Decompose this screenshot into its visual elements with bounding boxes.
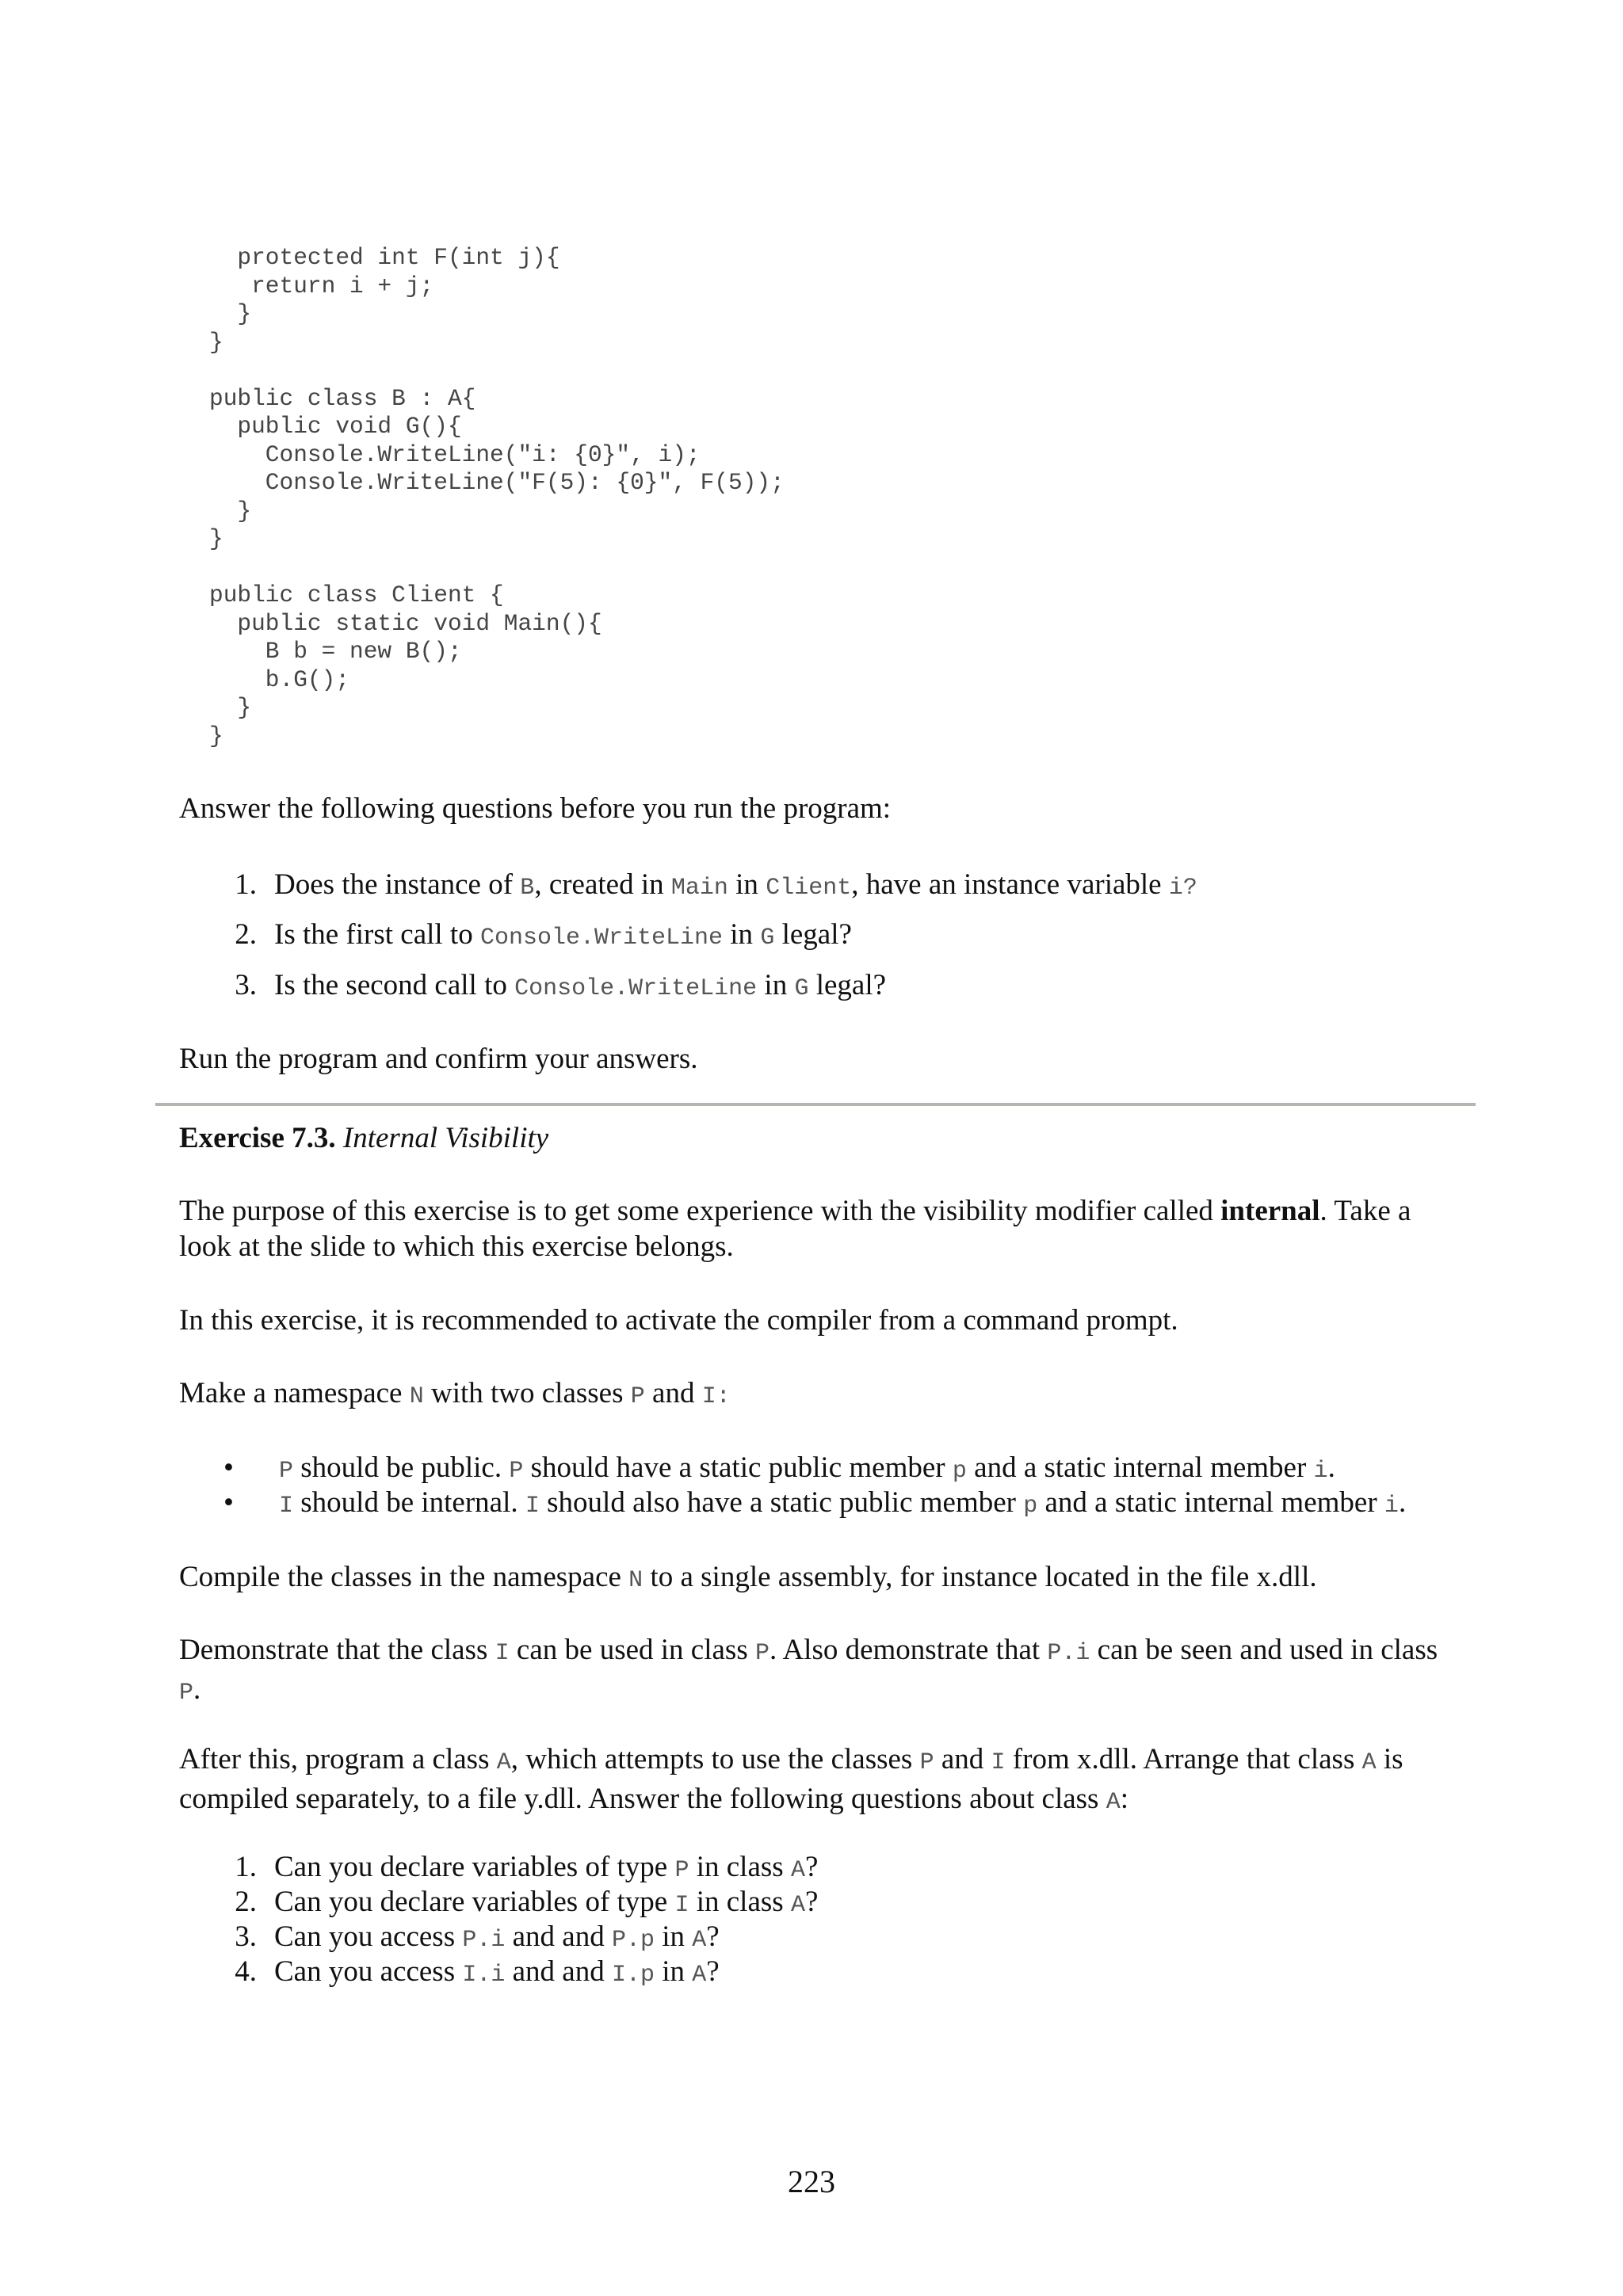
recommend-paragraph: In this exercise, it is recommended to activate the compiler from a command prompt. [179,1304,1178,1337]
code-line: } [209,525,223,552]
bullet-text: I should be internal. I should also have a static public member p and a static internal member i. [279,1486,1407,1520]
list-number: 4. [235,1955,257,1988]
list-number: 2. [235,1886,257,1918]
list-text: Is the second call to Console.WriteLine in G legal? [274,969,887,1002]
code-line: b.G(); [209,666,350,693]
code-line: public class Client { [209,582,504,608]
list-number: 1. [235,868,257,901]
list-number: 3. [235,969,257,1001]
list-number: 2. [235,918,257,951]
code-line: protected int F(int j){ [209,244,560,271]
code-line: } [209,328,223,356]
list-text: Can you declare variables of type P in class A? [274,1851,819,1884]
code-line [209,357,785,385]
list-number: 1. [235,1851,257,1883]
compile-paragraph: Compile the classes in the namespace N to a single assembly, for instance located in the file x.dll. [179,1561,1317,1594]
code-line: B b = new B(); [209,638,462,665]
confirm-paragraph: Run the program and confirm your answers. [179,1043,698,1075]
bullet-text: P should be public. P should have a static public member p and a static internal member i. [279,1451,1335,1485]
demo-paragraph: Demonstrate that the class I can be used in class P. Also demonstrate that P.i can be seen and used in class P. [179,1634,1438,1707]
page-number: 223 [788,2164,835,2199]
list-text: Does the instance of B, created in Main in Client, have an instance variable i? [274,868,1197,902]
list-text: Is the first call to Console.WriteLine in G legal? [274,918,852,952]
code-line: public class B : A{ [209,384,476,412]
code-line: } [209,722,223,749]
code-line: public void G(){ [209,413,462,440]
bullet-icon: • [223,1486,234,1519]
list-number: 3. [235,1920,257,1953]
exercise-heading: Exercise 7.3. Internal Visibility [179,1122,549,1154]
list-text: Can you declare variables of type I in class A? [274,1886,819,1919]
list-text: Can you access I.i and and I.p in A? [274,1955,720,1989]
code-line: public static void Main(){ [209,609,602,637]
code-line: Console.WriteLine("i: {0}", i); [209,441,701,468]
code-line: } [209,300,252,327]
code-line: } [209,497,252,524]
intro-paragraph: Answer the following questions before you run the program: [179,792,892,825]
code-line: Console.WriteLine("F(5): {0}", F(5)); [209,469,785,496]
section-divider [155,1103,1476,1106]
code-line: } [209,694,252,721]
code-listing [209,244,785,750]
code-line [209,554,785,582]
make-paragraph: Make a namespace N with two classes P and I: [179,1377,731,1410]
bullet-icon: • [223,1451,234,1484]
code-line: return i + j; [209,272,434,299]
after-paragraph: After this, program a class A, which attempts to use the classes P and I from x.dll. Arrange that class A is compiled separately, to a file y.dll. Answer the following questions about class A: [179,1743,1403,1816]
list-text: Can you access P.i and and P.p in A? [274,1920,720,1954]
purpose-paragraph: The purpose of this exercise is to get some experience with the visibility modifier called internal. Take a look at the slide to which this exercise belongs. [179,1195,1411,1263]
